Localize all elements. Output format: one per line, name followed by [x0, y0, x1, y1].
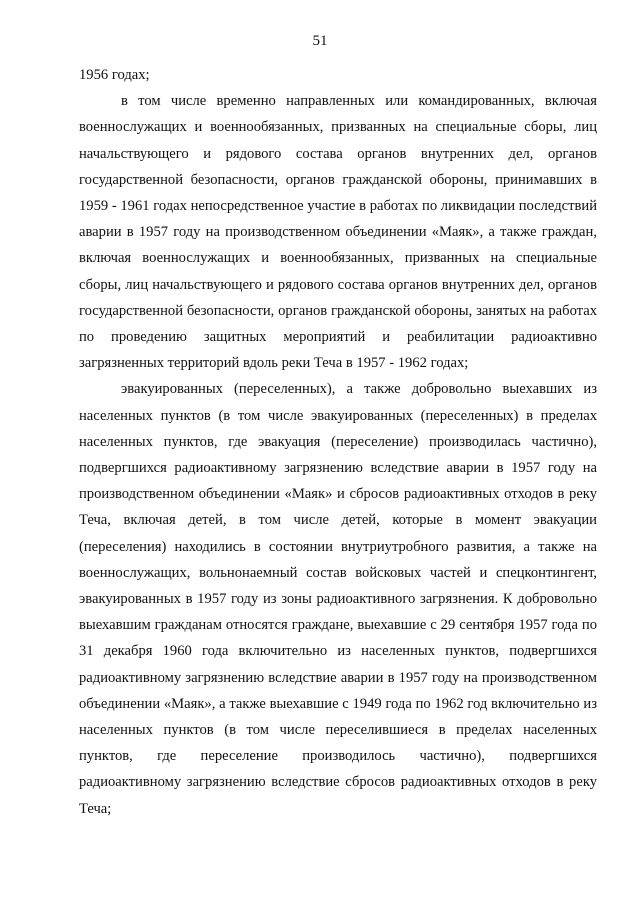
paragraph-temporarily-assigned: в том числе временно направленных или командированных, включая военнослужащих и военнообязанных, призванных на специальные сборы, лиц начальствующего и рядового состава органов внутренних дел, органов государственной безопасности, органов гражданской обороны, принимавших в 1959 - 1961 годах непосредственное участие в работах по ликвидации последствий аварии в 1957 году на производственном объединении «Маяк», а также граждан, включая военнослужащих и военнообязанных, призванных на специальные сборы, лиц начальствующего и рядового состава органов внутренних дел, органов государственной безопасности, органов гражданской обороны, занятых на работах по проведению защитных мероприятий и реабилитации радиоактивно загрязненных территорий вдоль реки Теча в 1957 - 1962 годах; — [79, 93, 597, 372]
page-number: 51 — [312, 33, 328, 49]
paragraph-continuation: 1956 годах; — [79, 67, 150, 83]
paragraph-evacuated: эвакуированных (переселенных), а также добровольно выехавших из населенных пунктов (в том числе эвакуированных (переселенных) в пределах населенных пунктов, где эвакуация (переселение) производилась частично), подвергшихся радиоактивному загрязнению вследствие аварии в 1957 году на производственном объединении «Маяк» и сбросов радиоактивных отходов в реку Теча, включая детей, в том числе детей, которые в момент эвакуации (переселения) находились в состоянии внутриутробного развития, а также на военнослужащих, вольнонаемный состав войсковых частей и спецконтингент, эвакуированных в 1957 году из зоны радиоактивного загрязнения. К добровольно выехавшим гражданам относятся граждане, выехавшие с 29 сентября 1957 года по 31 декабря 1960 года включительно из населенных пунктов, подвергшихся радиоактивному загрязнению вследствие аварии в 1957 году на производственном объединении «Маяк», а также выехавшие с 1949 года по 1962 год включительно из населенных пунктов (в том числе переселившиеся в пределах населенных пунктов, где переселение производилось частично), подвергшихся радиоактивному загрязнению вследствие сбросов радиоактивных отходов в реку Теча; — [79, 381, 597, 817]
document-body — [79, 62, 597, 822]
